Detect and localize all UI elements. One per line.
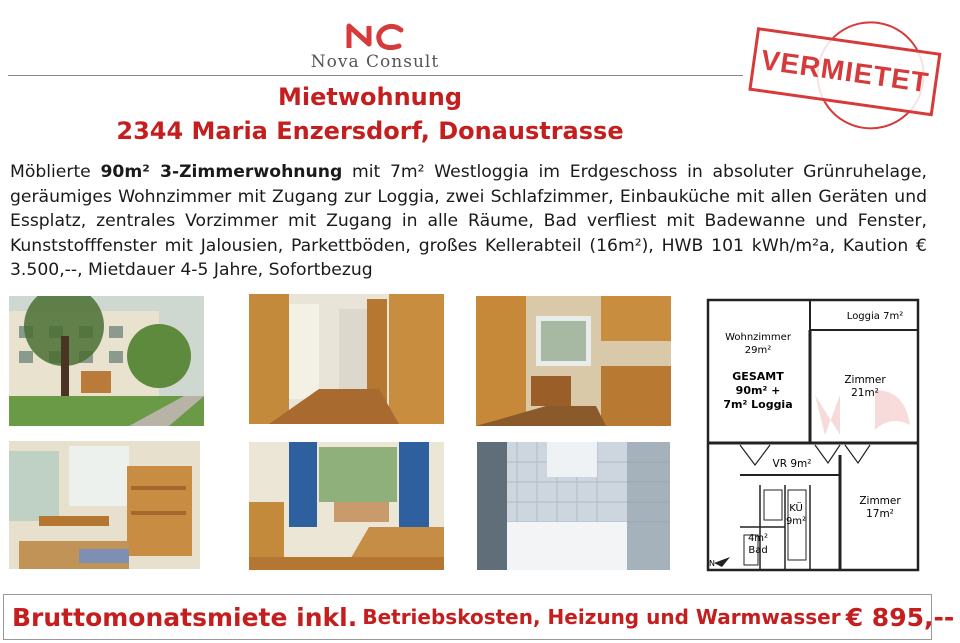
plan-label-wohnzimmer: Wohnzimmer bbox=[725, 332, 791, 343]
plan-label-zimmer-2-size: 17m² bbox=[866, 508, 894, 520]
photo-kitchen bbox=[476, 296, 671, 426]
plan-label-gesamt-loggia: 7m² Loggia bbox=[723, 398, 793, 411]
plan-label-bad-size: 4m² bbox=[747, 533, 769, 544]
photo-hallway bbox=[249, 294, 444, 424]
headline-type: Mietwohnung bbox=[277, 83, 463, 111]
photo-bedroom bbox=[249, 442, 444, 570]
nova-consult-logo bbox=[295, 22, 455, 72]
plan-label-gesamt: GESAMT bbox=[732, 370, 784, 383]
plan-label-gesamt-size: 90m² + bbox=[735, 384, 781, 397]
photo-building-exterior bbox=[9, 296, 204, 426]
brand-name: Nova Consult bbox=[310, 52, 440, 72]
plan-label-wohnzimmer-size: 29m² bbox=[744, 345, 772, 356]
plan-label-north: N bbox=[709, 559, 715, 568]
headline-address: 2344 Maria Enzersdorf, Donaustrasse bbox=[116, 117, 624, 145]
price-amount: € 895,-- bbox=[845, 602, 955, 632]
photo-bathroom bbox=[477, 442, 670, 570]
plan-label-vr: VR 9m² bbox=[772, 458, 812, 470]
header-divider bbox=[8, 75, 743, 76]
price-included-costs: Betriebskosten, Heizung und Warmwasser bbox=[362, 605, 841, 629]
plan-label-bad: Bad bbox=[748, 545, 768, 556]
plan-label-zimmer-2: Zimmer bbox=[859, 495, 901, 507]
description-highlight: 90m² 3-Zimmerwohnung bbox=[100, 162, 343, 182]
logo-mark-icon bbox=[335, 22, 415, 50]
photo-living-room bbox=[9, 441, 200, 569]
vermietet-stamp bbox=[747, 17, 947, 125]
plan-label-zimmer-1-size: 21m² bbox=[851, 387, 879, 399]
plan-label-loggia: Loggia 7m² bbox=[846, 311, 904, 322]
price-label: Bruttomonatsmiete inkl. bbox=[12, 602, 358, 632]
north-arrow-icon bbox=[709, 557, 730, 568]
price-banner bbox=[3, 594, 955, 640]
description-body: mit 7m² Westloggia im Erdgeschoss in absoluter Grünruhelage, geräumiges Wohnzimmer mit Zugang zur Loggia, zwei Schlafzimmer, Einbauküche mit allen Geräten und Essplatz, zentrales Vorzimmer mit Zugang in alle Räume, Bad verfliest mit Badewanne und Fenster, Kunststofffenster mit Jalousien, Parkettböden, großes Kellerabteil (16m²), HWB 101 kWh/m²a, Kaution € 3.500,--, Mietdauer 4-5 Jahre, Sofortbezug bbox=[10, 162, 927, 280]
plan-label-kueche: KÜ bbox=[789, 503, 803, 514]
plan-label-kueche-size: 9m² bbox=[785, 516, 807, 527]
stamp-text: VERMIETET bbox=[758, 44, 931, 99]
plan-label-zimmer-1: Zimmer bbox=[844, 374, 886, 386]
property-description bbox=[10, 160, 927, 283]
floor-plan bbox=[700, 295, 930, 580]
description-lead: Möblierte bbox=[10, 162, 101, 182]
